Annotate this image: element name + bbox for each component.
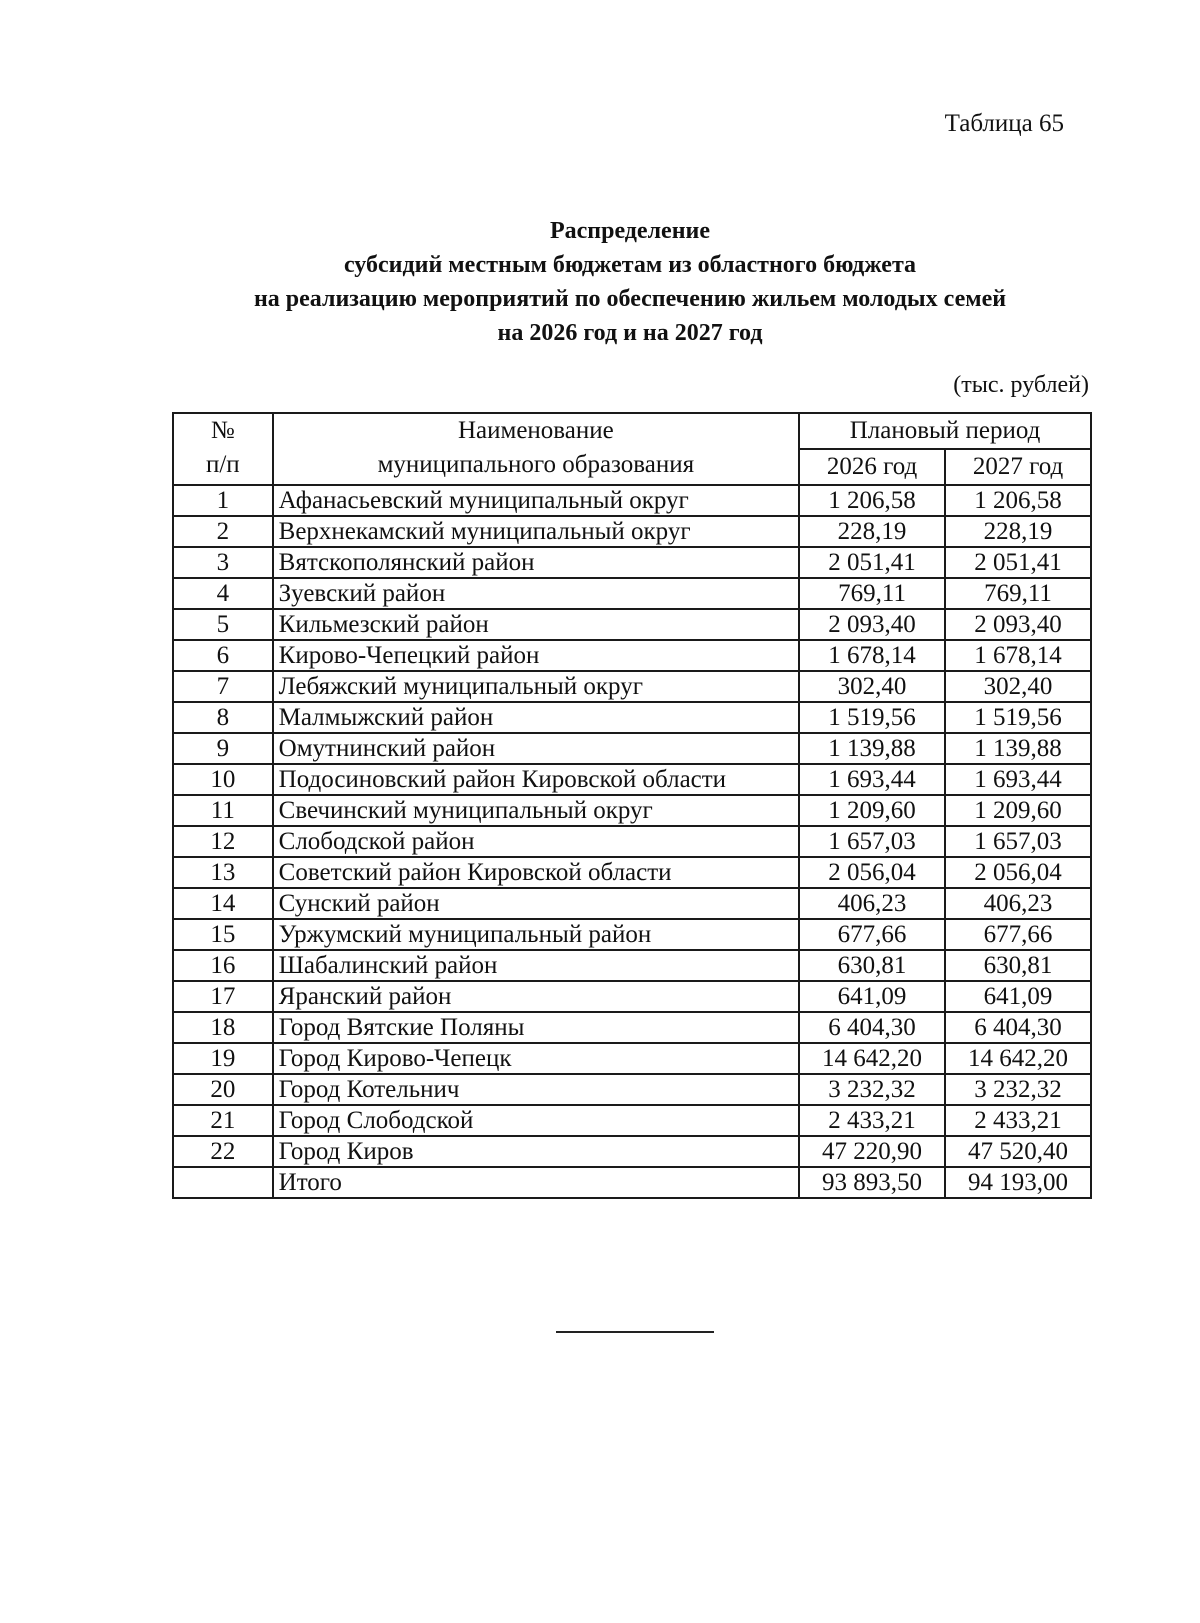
municipality-name: Город Вятские Поляны (273, 1012, 799, 1043)
value-2027: 1 657,03 (945, 826, 1091, 857)
municipality-name: Афанасьевский муниципальный округ (273, 485, 799, 516)
value-2027: 677,66 (945, 919, 1091, 950)
value-2026: 677,66 (799, 919, 945, 950)
value-2027: 1 206,58 (945, 485, 1091, 516)
row-number: 11 (173, 795, 273, 826)
document-title (100, 214, 1160, 350)
table-row (173, 795, 1091, 826)
value-2026: 1 657,03 (799, 826, 945, 857)
header-number-line2: п/п (205, 451, 240, 478)
header-name-cell (273, 413, 799, 485)
row-number: 3 (173, 547, 273, 578)
row-number: 15 (173, 919, 273, 950)
table-row (173, 640, 1091, 671)
municipality-name: Малмыжский район (273, 702, 799, 733)
table-row (173, 578, 1091, 609)
table-body (173, 485, 1091, 1198)
municipality-name: Город Слободской (273, 1105, 799, 1136)
header-year-2027: 2027 год (945, 449, 1091, 485)
table-row (173, 516, 1091, 547)
row-number: 21 (173, 1105, 273, 1136)
row-number: 9 (173, 733, 273, 764)
table-row (173, 1043, 1091, 1074)
municipality-name: Город Киров (273, 1136, 799, 1167)
row-number: 12 (173, 826, 273, 857)
row-number: 10 (173, 764, 273, 795)
value-2027: 1 693,44 (945, 764, 1091, 795)
value-2027: 47 520,40 (945, 1136, 1091, 1167)
value-2026: 406,23 (799, 888, 945, 919)
table-row (173, 1105, 1091, 1136)
value-2027: 1 139,88 (945, 733, 1091, 764)
value-2026: 1 519,56 (799, 702, 945, 733)
header-number-line1: № (210, 417, 235, 444)
subsidy-allocation-table (172, 412, 1092, 1199)
value-2027: 94 193,00 (945, 1167, 1091, 1198)
row-number: 20 (173, 1074, 273, 1105)
row-number: 13 (173, 857, 273, 888)
units-note: (тыс. рублей) (953, 372, 1089, 398)
value-2026: 302,40 (799, 671, 945, 702)
value-2026: 47 220,90 (799, 1136, 945, 1167)
table-row (173, 547, 1091, 578)
row-number: 2 (173, 516, 273, 547)
value-2026: 1 209,60 (799, 795, 945, 826)
municipality-name: Город Кирово-Чепецк (273, 1043, 799, 1074)
table-row (173, 919, 1091, 950)
table-row (173, 981, 1091, 1012)
value-2027: 2 051,41 (945, 547, 1091, 578)
title-line-1: Распределение (549, 218, 711, 244)
value-2027: 302,40 (945, 671, 1091, 702)
header-planned-period: Плановый период (799, 413, 1091, 449)
row-number: 4 (173, 578, 273, 609)
table-row (173, 857, 1091, 888)
value-2026: 3 232,32 (799, 1074, 945, 1105)
municipality-name: Вятскополянский район (273, 547, 799, 578)
municipality-name: Советский район Кировской области (273, 857, 799, 888)
value-2027: 1 519,56 (945, 702, 1091, 733)
municipality-name: Подосиновский район Кировской области (273, 764, 799, 795)
table-row (173, 1136, 1091, 1167)
value-2026: 1 139,88 (799, 733, 945, 764)
value-2027: 3 232,32 (945, 1074, 1091, 1105)
table-row (173, 826, 1091, 857)
row-number: 1 (173, 485, 273, 516)
table-row (173, 609, 1091, 640)
value-2027: 2 093,40 (945, 609, 1091, 640)
municipality-name: Итого (273, 1167, 799, 1198)
header-name-line1: Наименование (457, 417, 614, 444)
row-number (173, 1167, 273, 1198)
table-row (173, 1074, 1091, 1105)
value-2026: 2 093,40 (799, 609, 945, 640)
value-2027: 769,11 (945, 578, 1091, 609)
value-2026: 769,11 (799, 578, 945, 609)
table-row (173, 888, 1091, 919)
value-2027: 228,19 (945, 516, 1091, 547)
value-2027: 1 678,14 (945, 640, 1091, 671)
value-2026: 228,19 (799, 516, 945, 547)
table-row (173, 485, 1091, 516)
table-row (173, 671, 1091, 702)
municipality-name: Слободской район (273, 826, 799, 857)
total-row (173, 1167, 1091, 1198)
value-2026: 1 693,44 (799, 764, 945, 795)
value-2027: 630,81 (945, 950, 1091, 981)
municipality-name: Верхнекамский муниципальный округ (273, 516, 799, 547)
row-number: 22 (173, 1136, 273, 1167)
value-2026: 6 404,30 (799, 1012, 945, 1043)
row-number: 14 (173, 888, 273, 919)
value-2026: 14 642,20 (799, 1043, 945, 1074)
value-2026: 630,81 (799, 950, 945, 981)
row-number: 18 (173, 1012, 273, 1043)
municipality-name: Сунский район (273, 888, 799, 919)
value-2027: 14 642,20 (945, 1043, 1091, 1074)
table-row (173, 950, 1091, 981)
header-row-top (173, 413, 1091, 449)
municipality-name: Лебяжский муниципальный округ (273, 671, 799, 702)
title-line-4: на 2026 год и на 2027 год (497, 320, 763, 346)
row-number: 19 (173, 1043, 273, 1074)
value-2027: 406,23 (945, 888, 1091, 919)
municipality-name: Город Котельнич (273, 1074, 799, 1105)
municipality-name: Уржумский муниципальный район (273, 919, 799, 950)
title-line-3: на реализацию мероприятий по обеспечению жильем молодых семей (253, 286, 1007, 312)
header-number-cell (173, 413, 273, 485)
municipality-name: Зуевский район (273, 578, 799, 609)
row-number: 5 (173, 609, 273, 640)
value-2027: 641,09 (945, 981, 1091, 1012)
title-line-2: субсидий местным бюджетам из областного бюджета (343, 252, 917, 278)
header-name-line2: муниципального образования (377, 451, 695, 478)
municipality-name: Свечинский муниципальный округ (273, 795, 799, 826)
municipality-name: Кильмезский район (273, 609, 799, 640)
municipality-name: Омутнинский район (273, 733, 799, 764)
value-2026: 2 056,04 (799, 857, 945, 888)
value-2026: 1 678,14 (799, 640, 945, 671)
row-number: 6 (173, 640, 273, 671)
municipality-name: Кирово-Чепецкий район (273, 640, 799, 671)
value-2027: 2 056,04 (945, 857, 1091, 888)
table-row (173, 702, 1091, 733)
value-2026: 2 051,41 (799, 547, 945, 578)
row-number: 16 (173, 950, 273, 981)
row-number: 8 (173, 702, 273, 733)
row-number: 7 (173, 671, 273, 702)
value-2027: 2 433,21 (945, 1105, 1091, 1136)
value-2026: 93 893,50 (799, 1167, 945, 1198)
value-2026: 1 206,58 (799, 485, 945, 516)
value-2026: 2 433,21 (799, 1105, 945, 1136)
table-row (173, 733, 1091, 764)
table-number-label: Таблица 65 (944, 110, 1064, 137)
value-2026: 641,09 (799, 981, 945, 1012)
row-number: 17 (173, 981, 273, 1012)
municipality-name: Яранский район (273, 981, 799, 1012)
closing-divider (556, 1331, 714, 1333)
table-row (173, 1012, 1091, 1043)
municipality-name: Шабалинский район (273, 950, 799, 981)
header-year-2026: 2026 год (799, 449, 945, 485)
table-row (173, 764, 1091, 795)
value-2027: 6 404,30 (945, 1012, 1091, 1043)
value-2027: 1 209,60 (945, 795, 1091, 826)
